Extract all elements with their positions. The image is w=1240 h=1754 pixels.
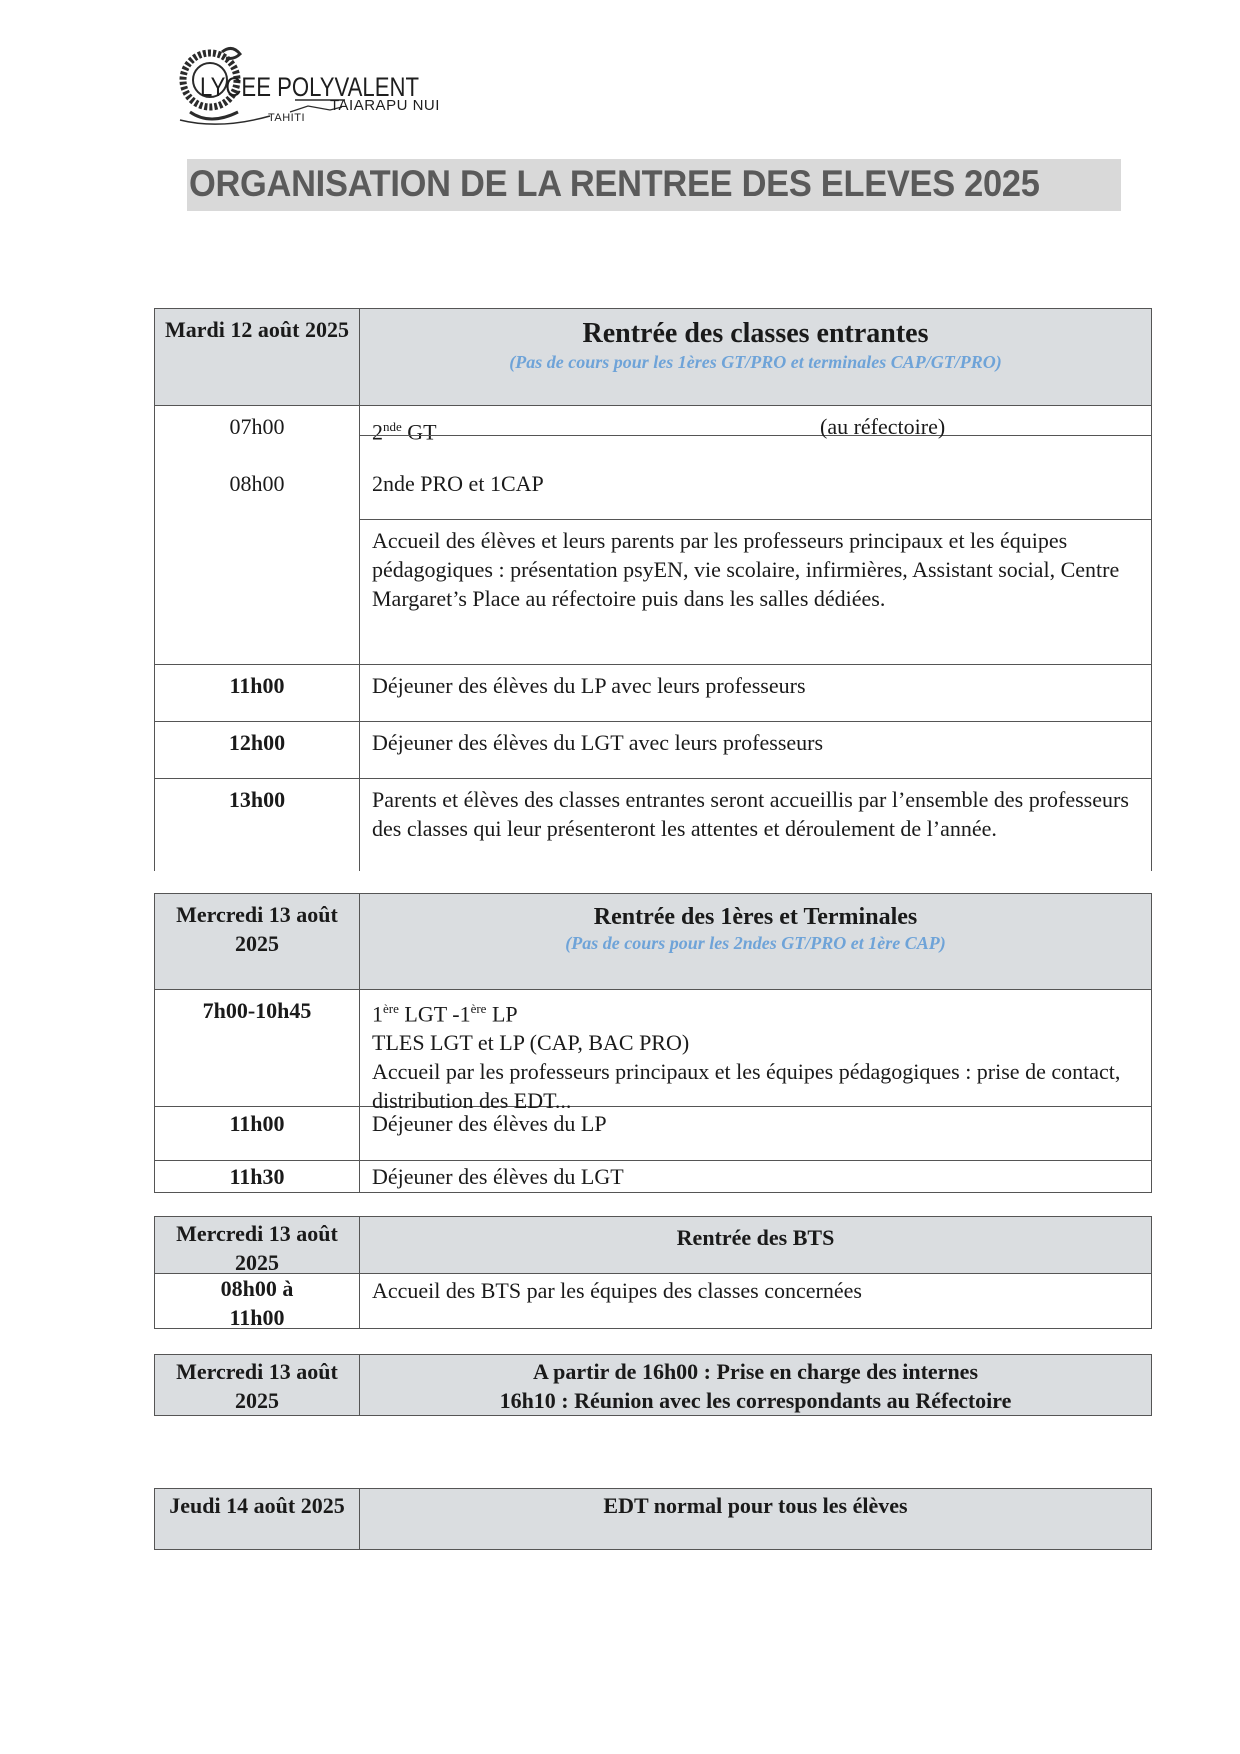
day1-row-4 (154, 665, 1152, 722)
day2-row3-time: 11h30 (229, 1164, 285, 1189)
day4-line2: 16h10 : Réunion avec les correspondants au Réfectoire (499, 1388, 1012, 1413)
day1-date-cell (154, 308, 360, 406)
day2-header-row (154, 893, 1152, 990)
day1-row3-text: Accueil des élèves et leurs parents par les professeurs principaux et les équipes pédagogiques : présentation psyEN, vie scolaire, infirmières, Assistant social, Centre Margaret’s Place au réfectoire puis dans les salles dédiées. (372, 528, 1120, 611)
day1-row5-time: 12h00 (228, 730, 286, 755)
day4-line1: A partir de 16h00 : Prise en charge des internes (532, 1359, 979, 1384)
day1-row2-text: 2nde PRO et 1CAP (372, 471, 544, 497)
day2-date: Mercredi 13 août 2025 (176, 902, 338, 956)
day3-time: 08h00 à 11h00 (220, 1276, 294, 1330)
day3-header-row (154, 1216, 1152, 1274)
day1-row6-time: 13h00 (228, 787, 286, 812)
day1-row2-time: 08h00 (229, 471, 285, 496)
day1-row1-class: 2nde GT (372, 419, 437, 445)
day1-row1-location: (au réfectoire) (820, 414, 946, 439)
day3-date: Mercredi 13 août 2025 (176, 1221, 338, 1275)
day1-row6-text: Parents et élèves des classes entrantes seront accueillis par l’ensemble des professeurs des classes qui leur présenteront les attentes et déroulement de l’année. (372, 787, 1129, 841)
day1-row5-text: Déjeuner des élèves du LGT avec leurs professeurs (372, 730, 824, 755)
day1-row-1 (154, 406, 1152, 520)
day3-text: Accueil des BTS par les équipes des classes concernées (372, 1278, 862, 1303)
day5-row (154, 1488, 1152, 1550)
day2-row1-time: 7h00-10h45 (202, 998, 312, 1023)
day5-text: EDT normal pour tous les élèves (603, 1493, 908, 1518)
day2-row1-terminales: TLES LGT et LP (CAP, BAC PRO) (372, 1030, 690, 1056)
day2-row1-classes: 1ère LGT -1ère LP (372, 1001, 518, 1027)
day4-date: Mercredi 13 août 2025 (176, 1359, 338, 1413)
day2-row-1 (154, 990, 1152, 1114)
page-title: ORGANISATION DE LA RENTREE DES ELEVES 2025 (189, 163, 1040, 204)
logo-school-name: LYCEE POLYVALENT (200, 72, 420, 102)
day2-row3-text: Déjeuner des élèves du LGT (372, 1164, 624, 1189)
day3-title: Rentrée des BTS (676, 1225, 835, 1250)
day1-row1-time: 07h00 (229, 414, 285, 439)
day1-row-6 (154, 779, 1152, 871)
day2-row2-text: Déjeuner des élèves du LP (372, 1111, 607, 1136)
day2-subtitle: (Pas de cours pour les 2ndes GT/PRO et 1ère CAP) (565, 933, 946, 953)
day2-row-2 (154, 1107, 1152, 1161)
day2-row-3 (154, 1161, 1152, 1193)
day1-subtitle: (Pas de cours pour les 1ères GT/PRO et terminales CAP/GT/PRO) (509, 352, 1002, 372)
day1-row-5 (154, 722, 1152, 779)
day1-row-3 (154, 520, 1152, 665)
logo-place-name: TAIARAPU NUI (330, 97, 440, 114)
day1-row4-text: Déjeuner des élèves du LP avec leurs professeurs (372, 673, 806, 698)
day1-row4-time: 11h00 (229, 673, 285, 698)
day3-row-1 (154, 1274, 1152, 1329)
day1-date: Mardi 12 août 2025 (165, 317, 349, 342)
day5-date: Jeudi 14 août 2025 (169, 1493, 345, 1518)
day1-title: Rentrée des classes entrantes (582, 318, 929, 349)
day2-title: Rentrée des 1ères et Terminales (593, 904, 918, 930)
day2-row1-text: Accueil par les professeurs principaux et les équipes pédagogiques : prise de contact, distribution des EDT... (372, 1059, 1121, 1114)
day1-title-cell (360, 308, 1152, 406)
logo-island-name: TAHITI (268, 112, 306, 124)
day2-row2-time: 11h00 (229, 1111, 285, 1136)
day1-header-row (154, 308, 1152, 406)
day4-row (154, 1354, 1152, 1416)
